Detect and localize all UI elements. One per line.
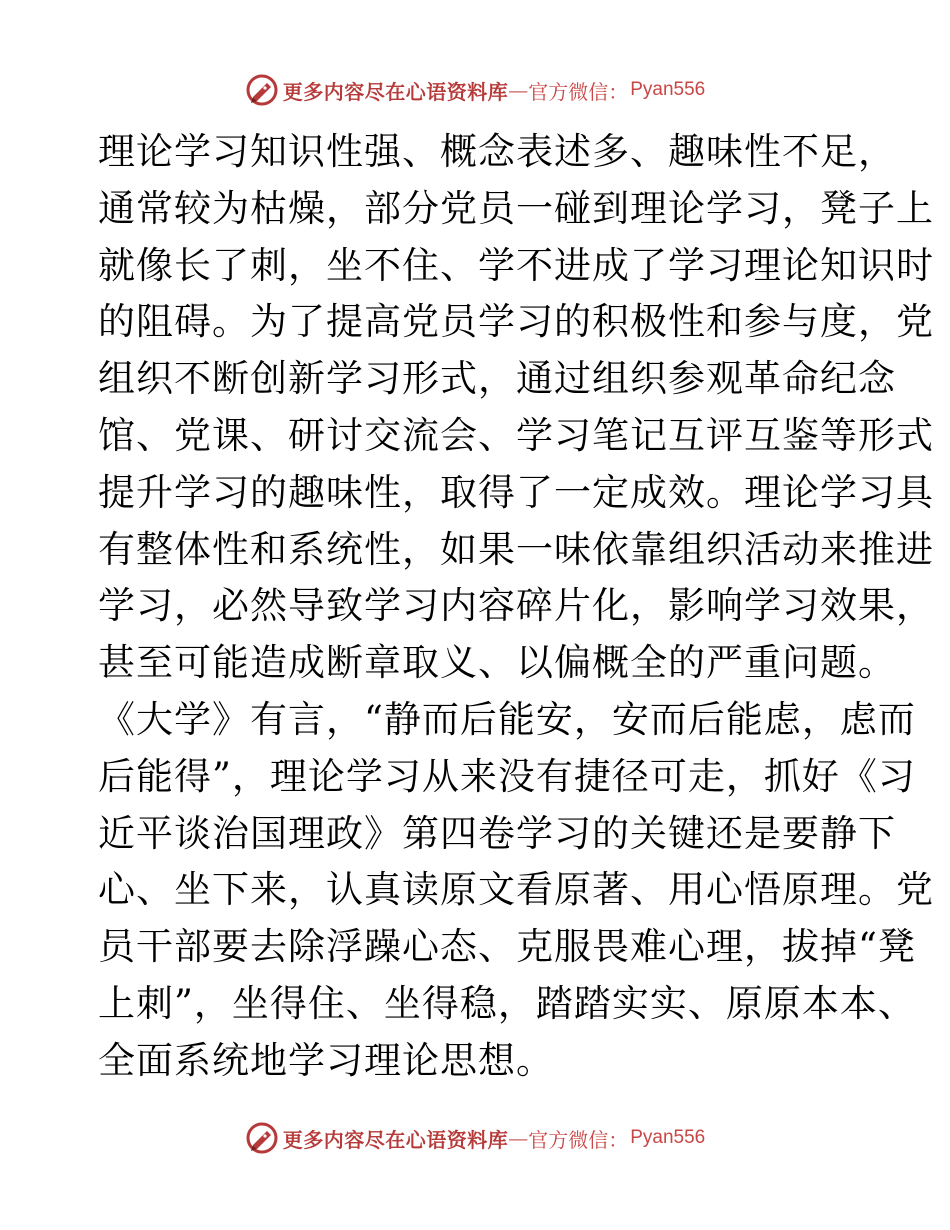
footer-wechat-label: 官方微信： bbox=[528, 1129, 629, 1152]
footer-banner-separator: — bbox=[508, 1126, 529, 1150]
header-banner-separator: — bbox=[508, 78, 529, 102]
body-line: 学习，必然导致学习内容碎片化，影响学习效果， bbox=[98, 584, 934, 628]
header-wechat-id: Pyan556 bbox=[630, 79, 706, 100]
body-line: 上刺”，坐得住、坐得稳，踏踏实实、原原本本、 bbox=[98, 981, 916, 1025]
body-line: 馆、党课、研讨交流会、学习笔记互评互鉴等形式 bbox=[98, 413, 934, 457]
body-line: 全面系统地学习理论思想。 bbox=[98, 1038, 554, 1082]
body-line: 提升学习的趣味性，取得了一定成效。理论学习具 bbox=[98, 470, 934, 514]
article-body bbox=[98, 124, 934, 1090]
header-banner-text: 更多内容尽在心语资料库 bbox=[282, 79, 509, 104]
body-line: 心、坐下来，认真读原文看原著、用心悟原理。党 bbox=[98, 868, 934, 912]
body-line: 就像长了刺，坐不住、学不进成了学习理论知识时 bbox=[98, 243, 934, 287]
body-line: 有整体性和系统性，如果一味依靠组织活动来推进 bbox=[98, 527, 934, 571]
header-banner bbox=[0, 70, 950, 110]
pen-logo-icon bbox=[245, 1121, 279, 1155]
pen-logo-icon bbox=[245, 73, 279, 107]
body-line: 组织不断创新学习形式，通过组织参观革命纪念 bbox=[98, 357, 896, 401]
body-line: 通常较为枯燥，部分党员一碰到理论学习，凳子上 bbox=[98, 186, 934, 230]
footer-banner bbox=[0, 1118, 950, 1158]
footer-wechat-id: Pyan556 bbox=[630, 1127, 706, 1148]
body-line: 的阻碍。为了提高党员学习的积极性和参与度，党 bbox=[98, 300, 934, 344]
body-line: 理论学习知识性强、概念表述多、趣味性不足， bbox=[98, 130, 896, 173]
body-line: 近平谈治国理政》第四卷学习的关键还是要静下 bbox=[98, 811, 896, 855]
body-line: 甚至可能造成断章取义、以偏概全的严重问题。 bbox=[98, 641, 896, 685]
body-line: 员干部要去除浮躁心态、克服畏难心理，拔掉“凳 bbox=[98, 925, 916, 969]
header-wechat-label: 官方微信： bbox=[528, 81, 629, 104]
body-line: 后能得”，理论学习从来没有捷径可走，抓好《习 bbox=[98, 754, 916, 798]
footer-banner-text: 更多内容尽在心语资料库 bbox=[282, 1127, 509, 1152]
body-line: 《大学》有言，“静而后能安，安而后能虑，虑而 bbox=[98, 697, 916, 741]
